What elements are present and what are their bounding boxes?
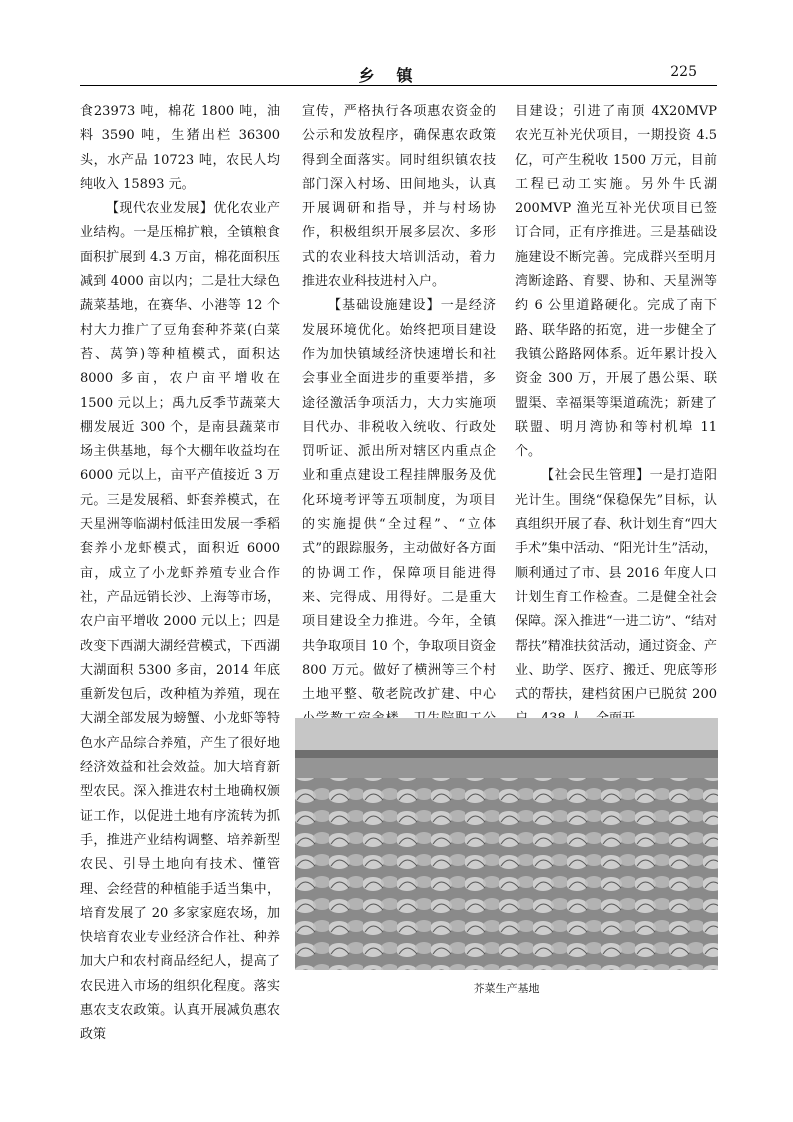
- paragraph: 食23973 吨，棉花 1800 吨，油料 3590 吨，生猪出栏 36300 头，水产品 10723 吨，农民人均纯收入 15893 元。: [80, 104, 280, 192]
- paragraph: 【基础设施建设】一是经济发展环境优化。始终把项目建设作为加快镇域经济快速增长和社会事业全面进步的重要举措，多途径激活争项活力，大力实施项目代办、非税收入统收、行政处罚听证、派出所对辖区内重点企业和重点建设工程挂牌服务及优化环境考评等五项制度，为项目的实施提供“全过程”、“立体式”的跟踪服务，主动做好各方面的协调工作，保障项目能进得来、完得成、用得好。二是重大项目建设全力推进。今年，全镇共争取项目 10 个，争取项目资金 800 万元。做好了横洲等三个村土地平整、敬老院改扩建、中心: [302, 298, 496, 703]
- paragraph: 宣传，严格执行各项惠农资金的公示和发放程序，确保惠农政策得到全面落实。同时组织镇农技部门深入村场、田间地头，认真开展调研和指导，并与村场协作，积极组织开展多层次、多形式的农业科技大培训活动，着力推进农业科技进村入户。: [302, 104, 496, 290]
- paragraph: 【社会民生管理】一是打造阳光计生。围绕“保稳保先”目标，认真组织开展了春、秋计划生育“四大手术”集中活动、“阳光计生”活动，顺利通过了市、县 2016 年度人口计划生育工作检查。二是健全社会保障。深入推进“一进二访”、“结对帮扶”精准扶贫活动，通过资金、产业、助学、医疗、搬迁、兜底等形式的帮扶，建档贫困户已脱贫 200: [515, 468, 717, 703]
- page-number: 225: [670, 64, 697, 80]
- paragraph: 【现代农业发展】优化农业产业结构。一是压棉扩粮，全镇粮食面积扩展到 4.3 万亩，棉花面积压减到 4000 亩以内；二是壮大绿色蔬菜基地，在赛华、小港等 12 个村大力推广了豆角套种芥菜(白菜苔、莴笋)等种植模式，面积达 8000 多亩，农户亩平增收在 1500 元以上；禹九反季节蔬菜大棚发展近 300 个，是南县蔬菜市场主供基地，每个大棚年收益均在 6000 元以上，亩平产值接近 3 万元。三是发展稻、虾套养模式，在天星洲等临湖村低洼田发展一季稻套养小龙虾模式，面积近 6000 亩，成立了小龙虾养殖专业合作社，产品远销长沙、上海等市场，农户亩平增收 2000 元以上；四是改变下西湖大湖经营模式，下西湖大湖面积 5300 多亩，2014 年底重新发包后，改种植为养殖，现在大湖全部发展为螃蟹、小龙虾等特色水产品综合养殖，产生了很好地经济效益和社会效益。加大培育新型农民。深入推进农村土地确权颁证工作，以促进土地有序流转为抓手，推进产业结构调整、培养新型农民、引导土地向有技术、懂管理、会经营的种植能手适当集中，培育发展了 20 多家家庭农场，加快培育农业专业经济合作社、种养加大户和农村商品经纪人，提高了农民进入市场的组织化程度。落实惠农支农政策。认真开展减负惠农政策: [80, 201, 280, 1043]
- paragraph: 目建设；引进了南顶 4X20MVP 农光互补光伏项目，一期投资 4.5 亿，可产生税收 1500 万元，目前工程已动工实施。另外牛氏湖 200MVP 渔光互补光伏项目已签订合同，正有序推进。三是基础设施建设不断完善。完成群兴至明月湾断途路、育婴、协和、天星洲等约 6 公里道路硬化。完成了南下路、联华路的拓宽，进一步健全了我镇公路路网体系。近年累计投入资金 300 万，开展了愚公渠、联盟渠、幸福渠等渠道疏洗；新建了联盟、明月湾协和等村机埠 11 个。: [515, 104, 717, 460]
- field-illustration: [295, 718, 718, 970]
- header-rule: [80, 85, 717, 86]
- cabbage-field-photo: [295, 718, 718, 970]
- text-column-2: [302, 100, 496, 756]
- text-column-3: [515, 100, 717, 703]
- text-column-1: [80, 100, 280, 1048]
- header-title: 乡镇: [358, 66, 435, 85]
- figure-caption: 芥菜生产基地: [473, 982, 540, 995]
